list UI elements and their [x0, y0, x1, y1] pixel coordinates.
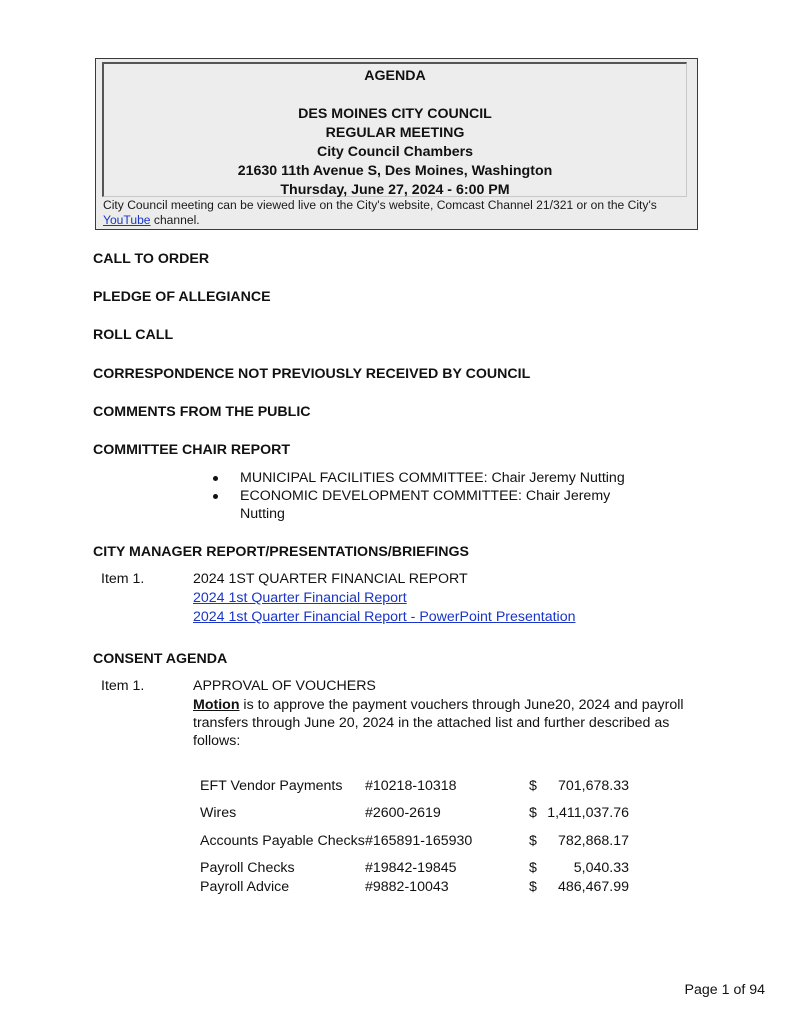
voucher-currency: $ — [529, 777, 537, 794]
meeting-header-box — [95, 58, 698, 230]
voucher-amount: 701,678.33 — [557, 777, 629, 794]
voucher-row — [200, 768, 629, 804]
bullet-icon — [213, 476, 218, 481]
financial-report-presentation-link[interactable]: 2024 1st Quarter Financial Report - PowerPoint Presentation — [193, 609, 576, 625]
meeting-address: 21630 11th Avenue S, Des Moines, Washington — [237, 163, 553, 179]
voucher-number: #9882-10043 — [365, 879, 449, 895]
voucher-amount: 5,040.33 — [573, 860, 629, 876]
financial-report-link[interactable]: 2024 1st Quarter Financial Report — [193, 590, 407, 606]
committee-report-item — [210, 469, 670, 487]
voucher-number: #10218-10318 — [365, 777, 457, 794]
meeting-date-time: Thursday, June 27, 2024 - 6:00 PM — [280, 182, 510, 198]
voucher-row — [200, 859, 629, 878]
agenda-label: AGENDA — [364, 68, 426, 84]
city-manager-item-label: Item 1. — [101, 571, 145, 587]
meeting-location: City Council Chambers — [316, 144, 474, 160]
motion-body: is to approve the payment vouchers through June20, 2024 and payroll transfers through June 20, 2024 in the attached list and further described as follows: — [193, 697, 684, 749]
voucher-number: #2600-2619 — [365, 805, 441, 821]
committee-report-text: ECONOMIC DEVELOPMENT COMMITTEE: Chair Jeremy Nutting — [240, 488, 611, 522]
voucher-amount: 486,467.99 — [557, 879, 629, 895]
voucher-amount: 1,411,037.76 — [547, 805, 629, 821]
voucher-table — [200, 768, 629, 897]
voucher-number: #19842-19845 — [365, 860, 457, 876]
committee-report-item — [210, 487, 650, 523]
motion-text — [193, 696, 693, 750]
viewing-note-suffix: channel. — [150, 213, 200, 227]
page-number: Page 1 of 94 — [684, 982, 765, 998]
voucher-type: EFT Vendor Payments — [200, 777, 343, 794]
heading-call-to-order: CALL TO ORDER — [93, 251, 210, 267]
voucher-type: Accounts Payable Checks — [200, 832, 365, 849]
voucher-type: Wires — [200, 805, 237, 821]
heading-public-comments: COMMENTS FROM THE PUBLIC — [93, 404, 311, 420]
consent-item — [193, 677, 693, 750]
meeting-title-block — [102, 62, 687, 197]
viewing-note-text: City Council meeting can be viewed live on the City's website, Comcast Channel 21/321 or on the City's — [103, 198, 657, 212]
voucher-type: Payroll Checks — [200, 860, 295, 876]
meeting-type: REGULAR MEETING — [325, 125, 465, 141]
voucher-type: Payroll Advice — [200, 879, 290, 895]
youtube-link[interactable]: YouTube — [103, 213, 151, 227]
consent-item-title: APPROVAL OF VOUCHERS — [193, 678, 376, 694]
heading-correspondence: CORRESPONDENCE NOT PREVIOUSLY RECEIVED BY COUNCIL — [93, 366, 531, 382]
voucher-currency: $ — [529, 860, 537, 876]
council-name: DES MOINES CITY COUNCIL — [298, 106, 492, 122]
heading-roll-call: ROLL CALL — [93, 327, 174, 343]
city-manager-item — [193, 570, 693, 627]
committee-report-text: MUNICIPAL FACILITIES COMMITTEE: Chair Jeremy Nutting — [240, 470, 625, 486]
voucher-amount: 782,868.17 — [557, 832, 629, 849]
city-manager-item-title: 2024 1ST QUARTER FINANCIAL REPORT — [193, 571, 468, 587]
viewing-note — [103, 198, 693, 228]
voucher-currency: $ — [529, 805, 537, 821]
heading-committee-chair-report: COMMITTEE CHAIR REPORT — [93, 442, 291, 458]
consent-item-label: Item 1. — [101, 678, 145, 694]
bullet-icon — [213, 494, 218, 499]
committee-report-list — [210, 469, 670, 523]
voucher-currency: $ — [529, 832, 537, 849]
heading-consent-agenda: CONSENT AGENDA — [93, 651, 228, 667]
voucher-row — [200, 804, 629, 823]
heading-pledge-of-allegiance: PLEDGE OF ALLEGIANCE — [93, 289, 271, 305]
voucher-currency: $ — [529, 879, 537, 895]
voucher-number: #165891-165930 — [365, 832, 473, 849]
heading-city-manager-report: CITY MANAGER REPORT/PRESENTATIONS/BRIEFINGS — [93, 544, 469, 560]
motion-label: Motion — [193, 697, 240, 713]
voucher-row — [200, 823, 629, 859]
voucher-row — [200, 878, 629, 897]
